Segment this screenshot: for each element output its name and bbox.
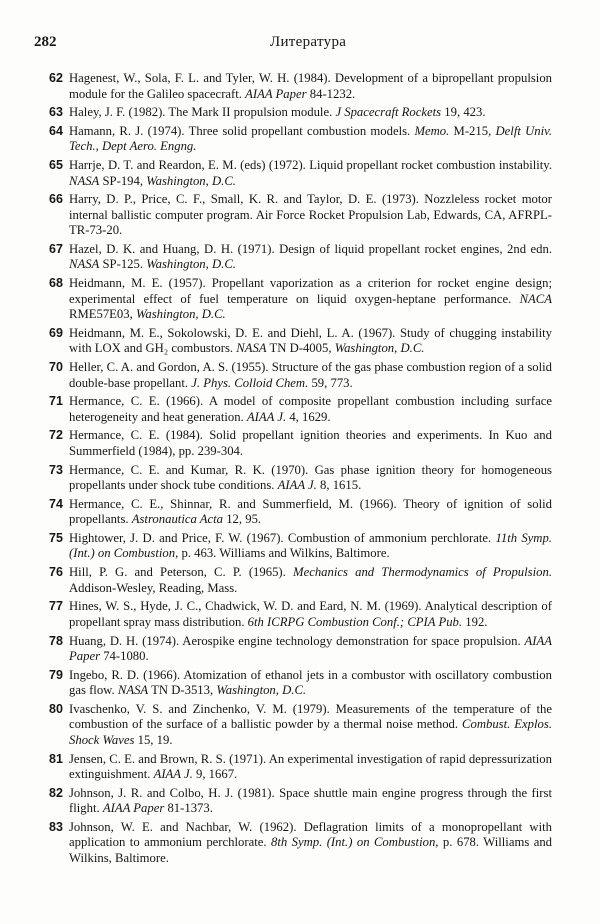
reference-segment: Hermance, C. E., Shinnar, R. and Summerfield, M. (1966). Theory of ignition of solid propellants. [69,496,552,527]
reference-segment: TN D-3513, [148,683,217,698]
reference-italic-segment: Memo. [414,123,450,138]
reference-item [49,326,552,357]
reference-segment: Harrje, D. T. and Reardon, E. M. (eds) (1972). Liquid propellant rocket combustion instability. [69,158,552,173]
reference-number: 79 [49,667,63,682]
reference-italic-segment: AIAA J. [153,767,193,782]
reference-number: 66 [49,192,63,207]
reference-number: 65 [49,158,63,173]
reference-segment: Ivaschenko, V. S. and Zinchenko, V. M. (1979). Measurements of the temperature of the combustion of the surface of a ballistic powder by a thermal noise method. [69,701,552,732]
reference-item [49,599,552,630]
reference-number: 64 [49,123,63,138]
reference-segment: RME57E03, [69,307,136,322]
reference-italic-segment: AIAA J. [277,478,317,493]
reference-item [49,752,552,783]
reference-list [49,71,552,870]
reference-number: 70 [49,360,63,374]
reference-segment: 59, 773. [308,375,353,390]
reference-text [69,428,552,459]
reference-segment: 192. [462,614,488,629]
reference-segment: Hightower, J. D. and Price, F. W. (1967). Combustion of ammonium perchlorate. [69,530,496,545]
reference-item [49,124,552,155]
reference-segment: Ingebo, R. D. (1966). Atomization of ethanol jets in a combustor with oscillatory combustion gas flow. [69,667,552,698]
reference-segment: M-215, [449,123,496,138]
reference-text [69,124,552,155]
reference-item [49,702,552,749]
reference-text [69,394,552,425]
reference-item [49,463,552,494]
reference-number: 74 [49,496,63,511]
running-title: Литература [270,34,347,50]
reference-item [49,668,552,699]
reference-item [49,105,552,121]
reference-italic-segment: AIAA Paper [245,86,307,101]
reference-number: 63 [49,105,63,120]
reference-item [49,531,552,562]
reference-segment: Hines, W. S., Hyde, J. C., Chadwick, W. D. and Eard, N. M. (1969). Analytical description of propellant spray mass distribution. [69,599,552,629]
reference-italic-segment: Combust. Explos. Shock Waves [69,717,552,747]
reference-segment: 84-1232. [306,86,356,101]
reference-number: 81 [49,751,63,766]
reference-text [69,192,552,239]
reference-number: 69 [49,325,63,340]
reference-italic-segment: NACA [519,291,552,306]
reference-item [49,565,552,596]
reference-number: 72 [49,428,63,443]
reference-italic-segment: AIAA J. [246,409,287,424]
reference-number: 75 [49,530,63,545]
reference-italic-segment: J. Phys. Colloid Chem. [191,375,309,390]
reference-italic-segment: Delft Univ. Tech., Dept Aero. Engng. [69,123,552,154]
reference-segment: Heidmann, M. E., Sokolowski, D. E. and Diehl, L. A. (1967). Study of chugging instability with LOX and GH₂ combustors. [69,325,552,356]
reference-item [49,276,552,323]
reference-segment: SP-125. [99,257,147,272]
reference-text [69,531,552,562]
reference-segment: Haley, J. F. (1982). The Mark II propulsion module. [69,105,336,120]
reference-number: 73 [49,462,63,477]
reference-segment: 19, 423. [441,105,486,120]
reference-number: 83 [49,819,63,834]
reference-item [49,428,552,459]
reference-item [49,394,552,425]
reference-number: 82 [49,785,63,800]
reference-segment: 8, 1615. [316,478,362,493]
reference-text [69,276,552,323]
reference-text [69,463,552,494]
reference-italic-segment: 8th Symp. (Int.) on Combustion, [270,835,439,850]
reference-number: 68 [49,276,63,291]
reference-segment: Johnson, W. E. and Nachbar, W. (1962). Deflagration limits of a monopropellant with application to ammonium perchlorate. [69,819,552,850]
reference-italic-segment: NASA [117,683,149,698]
reference-segment: SP-194, [99,173,147,188]
reference-segment: Hermance, C. E. (1984). Solid propellant ignition theories and experiments. In Kuo and Summerfield (1984), pp. 239-304. [69,428,552,458]
reference-italic-segment: NASA [69,173,100,188]
reference-italic-segment: NASA [69,257,100,272]
reference-text [69,158,552,189]
page-number: 282 [34,34,57,50]
reference-text [69,105,552,121]
reference-text [69,752,552,783]
reference-text [69,634,552,665]
reference-italic-segment: Washington, D.C. [135,307,226,322]
reference-italic-segment: 11th Symp. (Int.) on Combustion, [69,530,552,561]
reference-number: 77 [49,599,63,614]
reference-segment: TN D-4005, [266,341,335,356]
reference-italic-segment: Washington, D.C. [334,341,425,356]
reference-italic-segment: Washington, D.C. [146,257,236,272]
reference-segment: Heidmann, M. E. (1957). Propellant vaporization as a criterion for rocket engine design; experimental effect of fuel temperature on liquid oxygen-heptane performance. [69,276,552,306]
reference-item [49,786,552,817]
reference-item [49,497,552,528]
reference-item [49,242,552,273]
reference-item [49,360,552,391]
reference-number: 80 [49,701,63,716]
reference-segment: p. 678. Williams and Wilkins, Baltimore. [69,835,553,865]
reference-segment: 15, 19. [134,732,173,747]
reference-text [69,702,552,749]
reference-segment: Hagenest, W., Sola, F. L. and Tyler, W. H. (1984). Development of a bipropellant propulsion module for the Galileo spacecraft. [69,71,552,101]
reference-text [69,242,552,273]
reference-number: 71 [49,394,63,409]
page-header [34,34,560,54]
reference-text [69,820,552,867]
reference-item [49,820,552,867]
reference-segment: Hamann, R. J. (1974). Three solid propellant combustion models. [69,123,415,138]
reference-italic-segment: 6th ICRPG Combustion Conf.; CPIA Pub. [247,614,463,629]
reference-item [49,71,552,102]
reference-item [49,634,552,665]
reference-number: 62 [49,71,63,85]
reference-italic-segment: AIAA Paper [69,633,552,663]
reference-text [69,565,552,596]
reference-item [49,158,552,189]
reference-segment: Hermance, C. E. (1966). A model of composite propellant combustion including surface heterogeneity and heat generation. [69,394,552,424]
reference-segment: Addison-Wesley, Reading, Mass. [69,580,238,595]
reference-segment: p. 463. Williams and Wilkins, Baltimore. [178,546,390,561]
reference-segment: Hermance, C. E. and Kumar, R. K. (1970). Gas phase ignition theory for homogeneous propellants under shock tube conditions. [69,462,552,493]
reference-italic-segment: J Spacecraft Rockets [335,105,442,120]
reference-segment: 12, 95. [223,512,262,527]
reference-text [69,326,552,357]
reference-number: 76 [49,565,63,580]
reference-segment: Hill, P. G. and Peterson, C. P. (1965). [69,565,293,580]
reference-italic-segment: Washington, D.C. [146,173,236,188]
reference-segment: 4, 1629. [286,409,331,424]
reference-text [69,71,552,102]
reference-text [69,360,552,391]
reference-segment: 74-1080. [100,649,149,663]
reference-segment: Johnson, J. R. and Colbo, H. J. (1981). Space shuttle main engine progress through the first flight. [69,785,552,816]
reference-segment: Harry, D. P., Price, C. F., Small, K. R. and Taylor, D. E. (1973). Nozzleless rocket motor internal ballistic computer program. Air Force Rocket Propulsion Lab, Edwards, CA, AFRPL-TR-73-20. [69,192,552,238]
reference-text [69,668,552,699]
reference-number: 67 [49,241,63,256]
reference-italic-segment: Astronautica Acta [131,512,224,527]
reference-italic-segment: Washington, D.C. [216,683,307,698]
reference-segment: 81-1373. [164,801,213,816]
reference-text [69,786,552,817]
reference-italic-segment: Mechanics and Thermodynamics of Propulsion. [293,565,552,580]
reference-italic-segment: AIAA Paper [102,801,165,816]
reference-segment: 9, 1667. [192,767,238,782]
reference-segment: Jensen, C. E. and Brown, R. S. (1971). An experimental investigation of rapid depressurization extinguishment. [69,751,552,782]
reference-text [69,497,552,528]
reference-segment: Heller, C. A. and Gordon, A. S. (1955). Structure of the gas phase combustion region of a solid double-base propellant. [69,360,552,390]
reference-number: 78 [49,633,63,648]
reference-segment: Huang, D. H. (1974). Aerospike engine technology demonstration for space propulsion. [69,633,525,648]
reference-italic-segment: NASA [236,341,267,356]
reference-segment: Hazel, D. K. and Huang, D. H. (1971). Design of liquid propellant rocket engines, 2nd edn. [69,241,552,256]
reference-text [69,599,552,630]
reference-item [49,192,552,239]
